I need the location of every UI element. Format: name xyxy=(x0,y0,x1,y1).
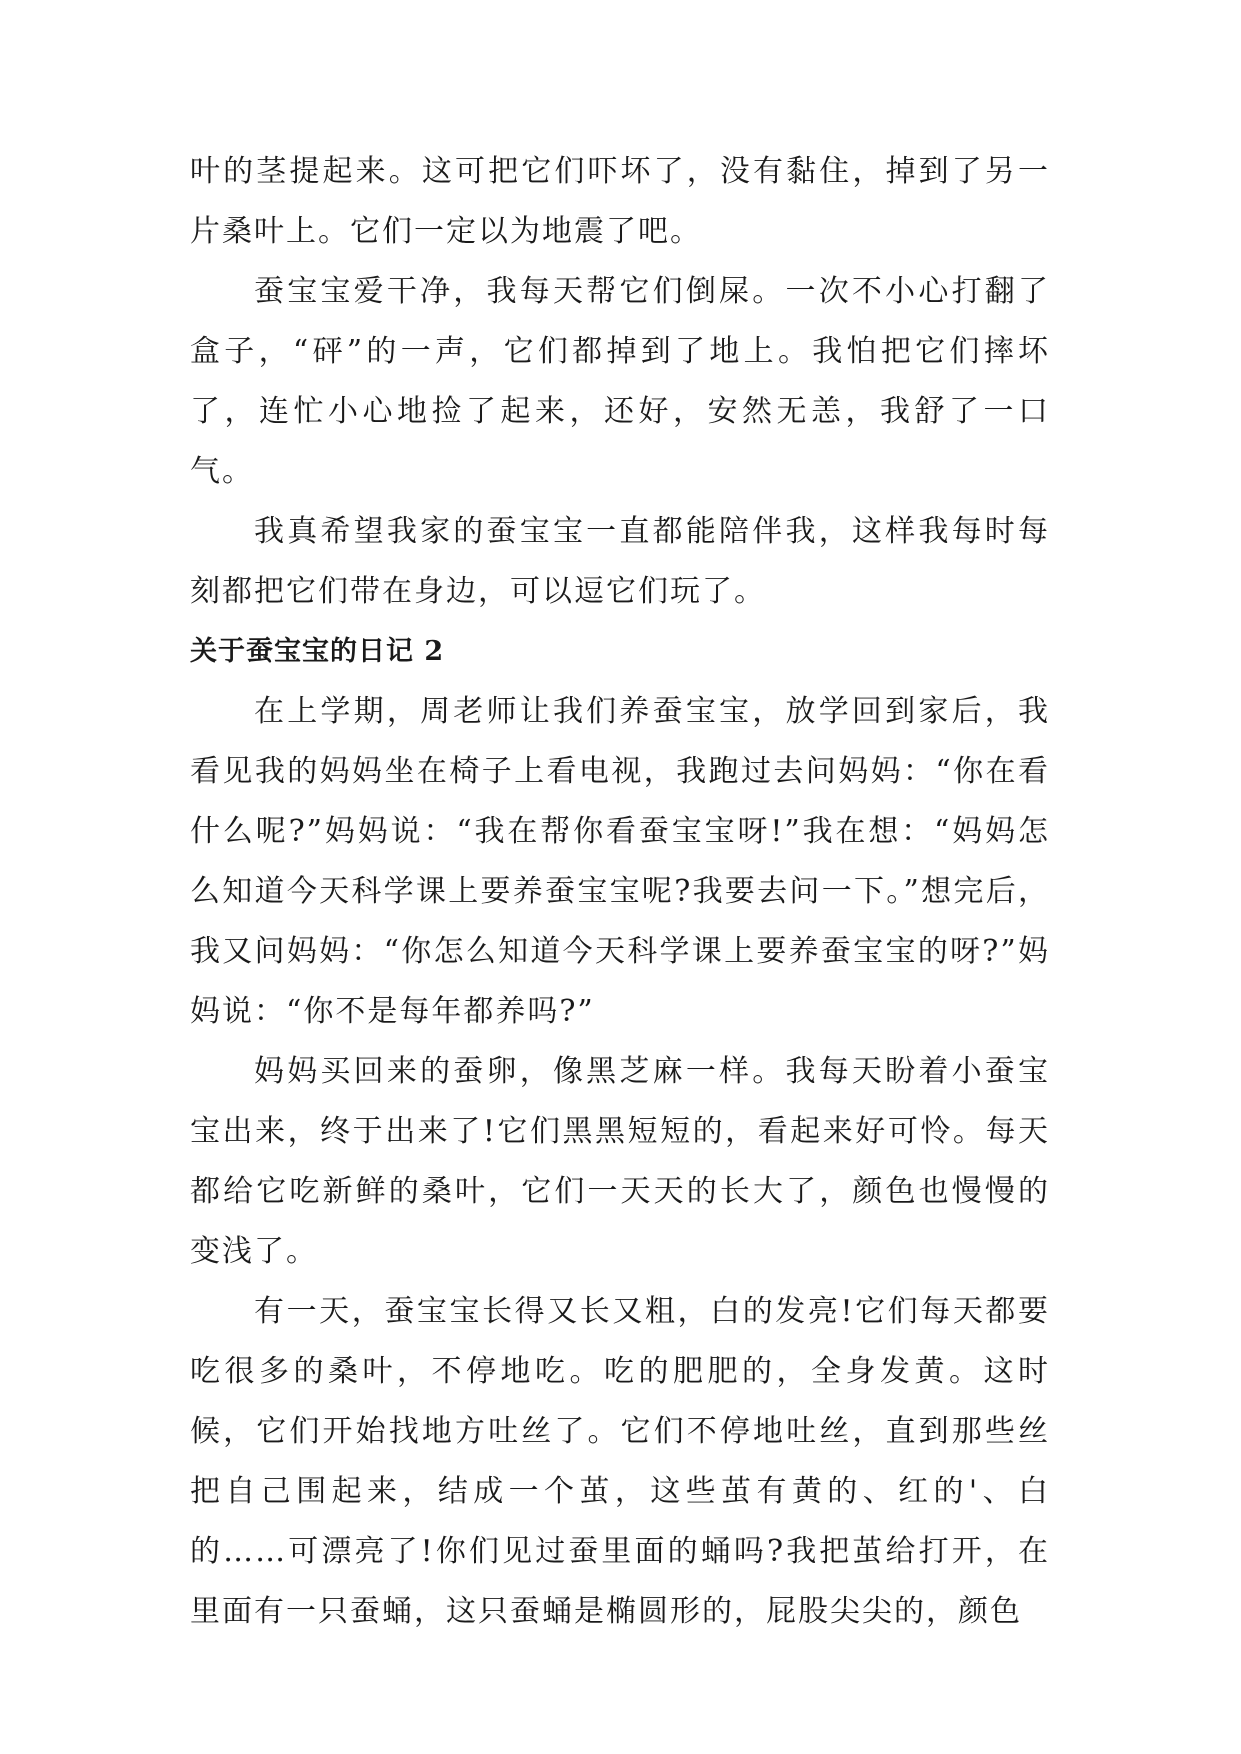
document-body xyxy=(190,142,1050,1642)
paragraph-clean-box: 蚕宝宝爱干净，我每天帮它们倒屎。一次不小心打翻了盒子，“砰”的一声，它们都掉到了地上。我怕把它们摔坏了，连忙小心地捡了起来，还好，安然无恙，我舒了一口气。 xyxy=(190,274,1050,489)
paragraph-school-task: 在上学期，周老师让我们养蚕宝宝，放学回到家后，我看见我的妈妈坐在椅子上看电视，我跑过去问妈妈：“你在看什么呢?”妈妈说：“我在帮你看蚕宝宝呀!”我在想：“妈妈怎么知道今天科学课上要养蚕宝宝呢?我要去问一下。”想完后，我又问妈妈：“你怎么知道今天科学课上要养蚕宝宝的呀?”妈妈说：“你不是每年都养吗?” xyxy=(190,694,1050,1029)
section-title: 关于蚕宝宝的日记 2 xyxy=(190,636,445,667)
paragraph-eggs: 妈妈买回来的蚕卵，像黑芝麻一样。我每天盼着小蚕宝宝出来，终于出来了!它们黑黑短短的，看起来好可怜。每天都给它吃新鲜的桑叶，它们一天天的长大了，颜色也慢慢的变浅了。 xyxy=(190,1054,1050,1269)
paragraph-wish: 我真希望我家的蚕宝宝一直都能陪伴我，这样我每时每刻都把它们带在身边，可以逗它们玩了。 xyxy=(190,514,1050,609)
paragraph-cocoon: 有一天，蚕宝宝长得又长又粗，白的发亮!它们每天都要吃很多的桑叶，不停地吃。吃的肥肥的，全身发黄。这时候，它们开始找地方吐丝了。它们不停地吐丝，直到那些丝把自己围起来，结成一个茧，这些茧有黄的、红的'、白的……可漂亮了!你们见过蚕里面的蛹吗?我把茧给打开，在里面有一只蚕蛹，这只蚕蛹是椭圆形的，屁股尖尖的，颜色 xyxy=(190,1294,1050,1629)
paragraph-continued: 叶的茎提起来。这可把它们吓坏了，没有黏住，掉到了另一片桑叶上。它们一定以为地震了吧。 xyxy=(190,154,1050,249)
